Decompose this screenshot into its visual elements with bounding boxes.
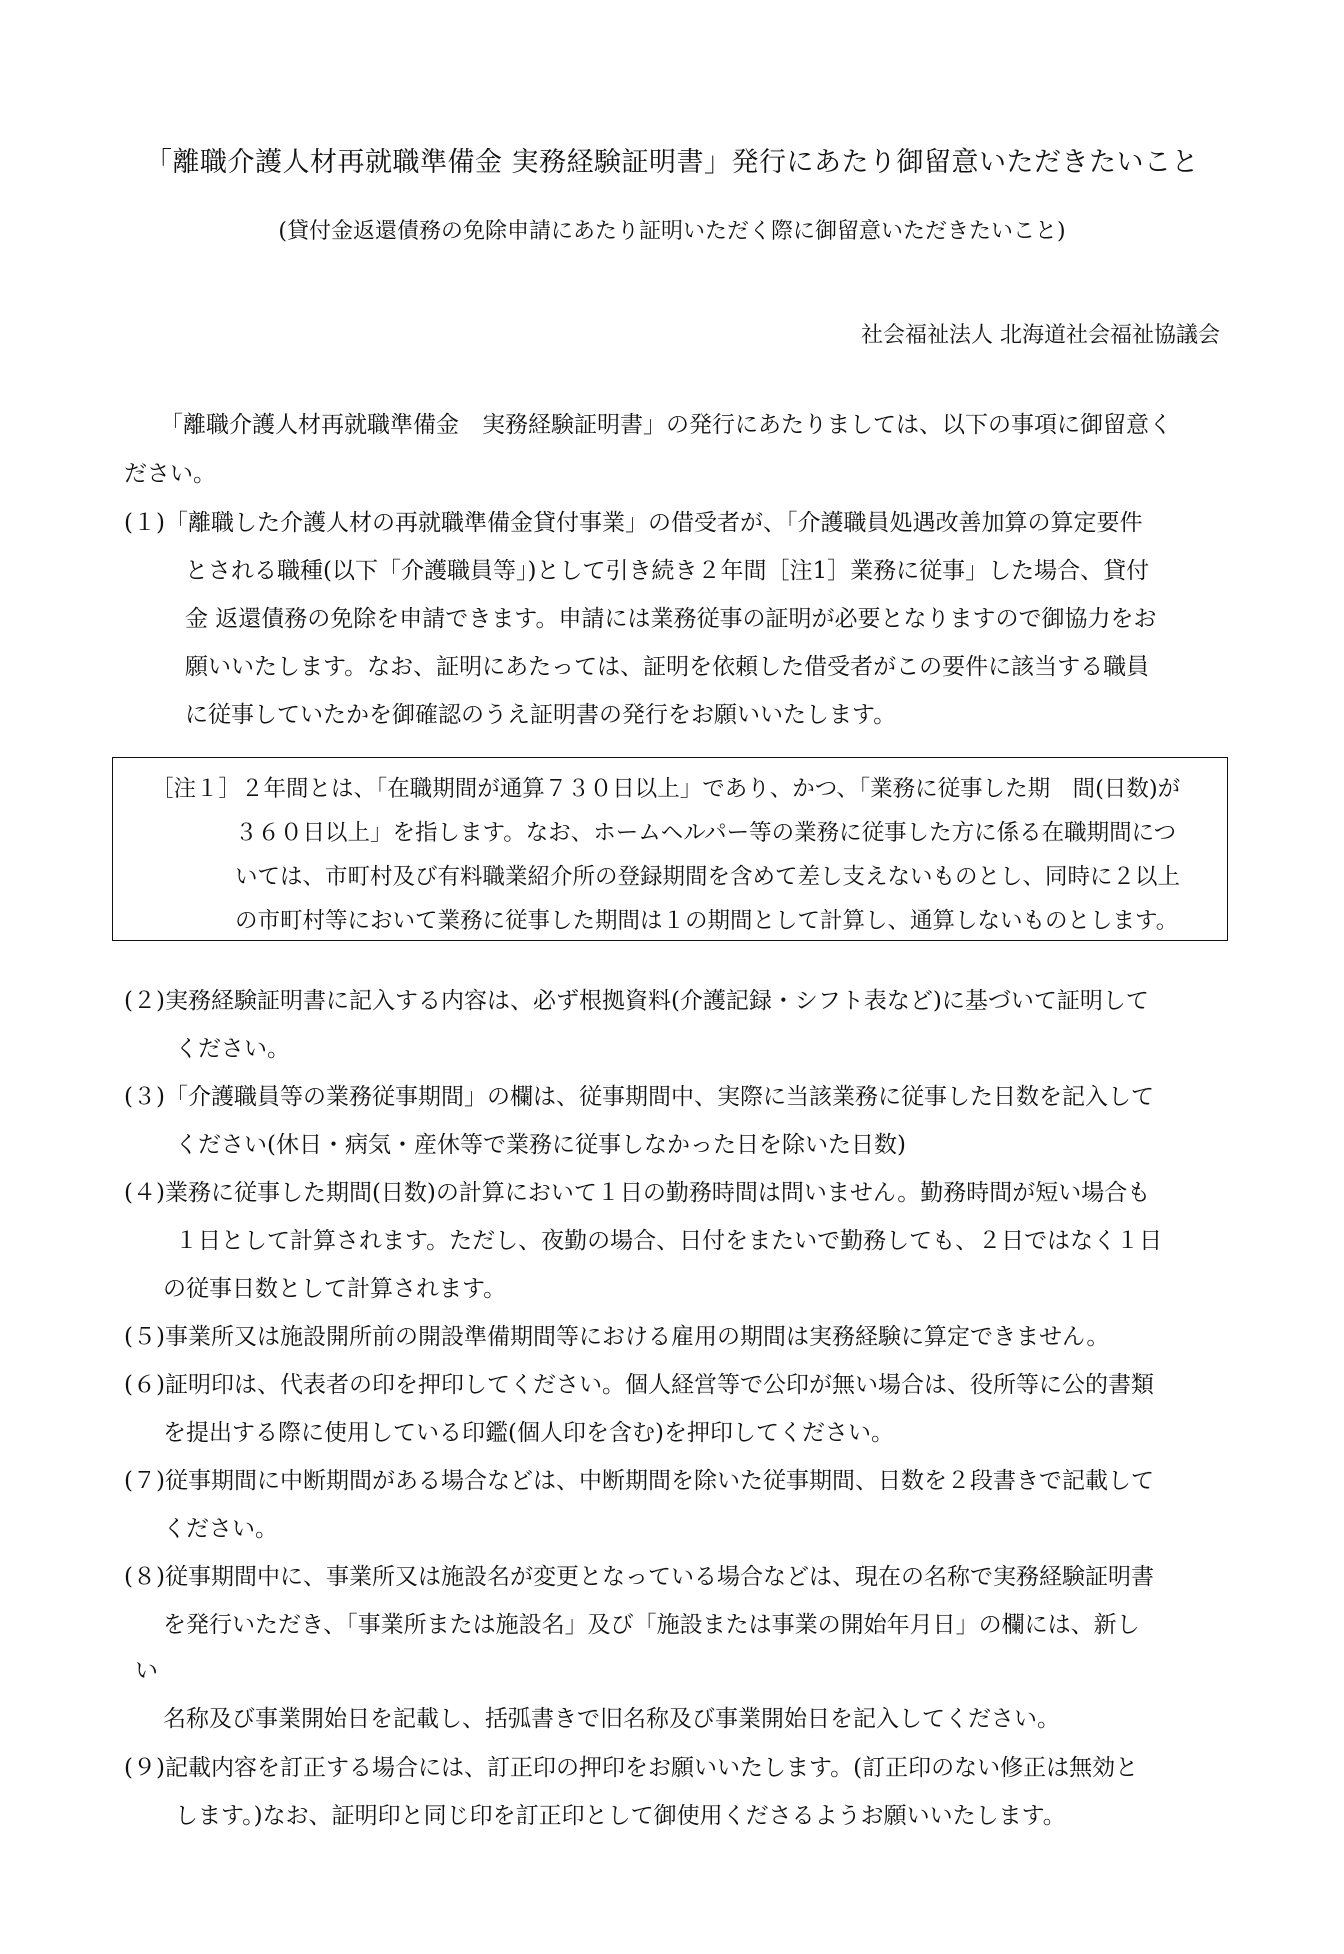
item-4-line: (４)業務に従事した期間(日数)の計算において１日の勤務時間は問いません。勤務時間が短い場合も bbox=[124, 1180, 1151, 1206]
document-title: 「離職介護人材再就職準備金 実務経験証明書」発行にあたり御留意いただきたいこと bbox=[144, 147, 1200, 178]
item-2-line: ください。 bbox=[175, 1036, 290, 1062]
item-1-line: (１)「離職した介護人材の再就職準備金貸付事業」の借受者が、「介護職員処遇改善加算の算定要件 bbox=[124, 510, 1143, 536]
item-4-line: の従事日数として計算されます。 bbox=[163, 1276, 507, 1302]
note-line: ［注１］２年間とは、「在職期間が通算７３０日以上」であり、かつ、「業務に従事した期 間(日数)が bbox=[151, 776, 1181, 802]
item-2-line: (２)実務経験証明書に記入する内容は、必ず根拠資料(介護記録・シフト表など)に基づいて証明して bbox=[124, 988, 1149, 1014]
item-9-line: (９)記載内容を訂正する場合には、訂正印の押印をお願いいたします。(訂正印のない修正は無効と bbox=[124, 1755, 1139, 1781]
item-6-line: (６)証明印は、代表者の印を押印してください。個人経営等で公印が無い場合は、役所等に公的書類 bbox=[124, 1372, 1154, 1398]
issuing-organization: 社会福祉法人 北海道社会福祉協議会 bbox=[861, 323, 1220, 348]
item-7-line: (７)従事期間に中断期間がある場合などは、中断期間を除いた従事期間、日数を２段書きで記載して bbox=[124, 1468, 1154, 1494]
item-8-line: い bbox=[135, 1658, 158, 1684]
item-1-line: 願いいたします。なお、証明にあたっては、証明を依頼した借受者がこの要件に該当する職員 bbox=[185, 654, 1150, 680]
item-8-line: 名称及び事業開始日を記載し、括弧書きで旧名称及び事業開始日を記入してください。 bbox=[163, 1706, 1060, 1732]
note-line: いては、市町村及び有料職業紹介所の登録期間を含めて差し支えないものとし、同時に２以上 bbox=[235, 864, 1181, 890]
document-subtitle: (貸付金返還債務の免除申請にあたり証明いただく際に御留意いただきたいこと) bbox=[278, 219, 1066, 244]
item-7-line: ください。 bbox=[163, 1516, 278, 1542]
item-8-line: を発行いただき、「事業所または施設名」及び「施設または事業の開始年月日」の欄には、新し bbox=[163, 1612, 1140, 1638]
item-4-line: １日として計算されます。ただし、夜勤の場合、日付をまたいで勤務しても、２日ではなく１日 bbox=[175, 1228, 1163, 1254]
item-3-line: (３)「介護職員等の業務従事期間」の欄は、従事期間中、実際に当該業務に従事した日数を記入して bbox=[124, 1084, 1154, 1110]
item-5-line: (５)事業所又は施設開所前の開設準備期間等における雇用の期間は実務経験に算定できません。 bbox=[124, 1324, 1110, 1350]
note-line: ３６０日以上」を指します。なお、ホームヘルパー等の業務に従事した方に係る在職期間につ bbox=[235, 820, 1177, 846]
note-box bbox=[112, 757, 1228, 941]
intro-line: 「離職介護人材再就職準備金 実務経験証明書」の発行にあたりましては、以下の事項に御留意く bbox=[160, 412, 1172, 438]
intro-line: ださい。 bbox=[124, 461, 216, 487]
item-1-line: 金 返還債務の免除を申請できます。申請には業務従事の証明が必要となりますので御協力をお bbox=[185, 606, 1157, 632]
item-1-line: に従事していたかを御確認のうえ証明書の発行をお願いいたします。 bbox=[185, 702, 897, 728]
item-3-line: ください(休日・病気・産休等で業務に従事しなかった日を除いた日数) bbox=[175, 1132, 906, 1158]
item-6-line: を提出する際に使用している印鑑(個人印を含む)を押印してください。 bbox=[163, 1420, 894, 1446]
item-1-line: とされる職種(以下「介護職員等」)として引き続き２年間［注1］業務に従事」した場合、貸付 bbox=[185, 558, 1150, 584]
item-9-line: します。)なお、証明印と同じ印を訂正印として御使用くださるようお願いいたします。 bbox=[175, 1803, 1066, 1829]
note-line: の市町村等において業務に従事した期間は１の期間として計算し、通算しないものとします。 bbox=[235, 908, 1179, 934]
item-8-line: (８)従事期間中に、事業所又は施設名が変更となっている場合などは、現在の名称で実務経験証明書 bbox=[124, 1564, 1154, 1590]
